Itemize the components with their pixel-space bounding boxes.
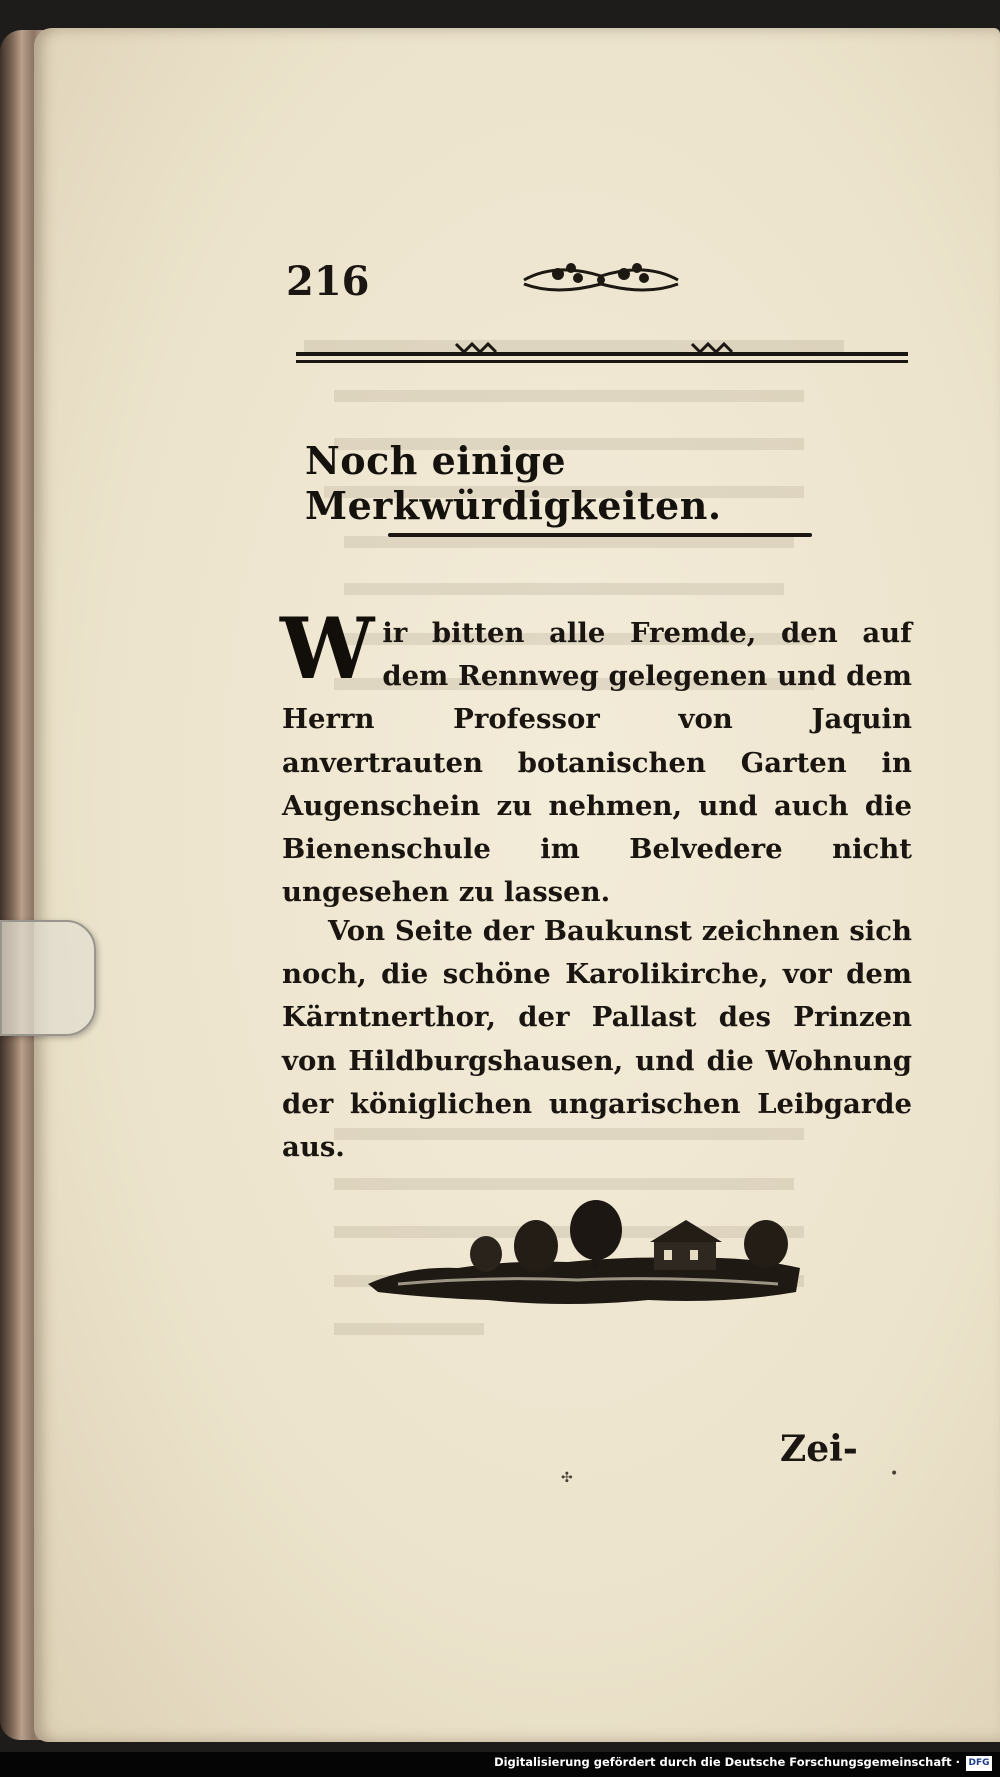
page-number: 216	[286, 258, 370, 305]
floral-ornament-icon	[516, 254, 686, 300]
section-heading: Noch einige Merkwürdigkeiten.	[305, 438, 722, 528]
ink-dot: •	[890, 1466, 899, 1482]
ornament-mark: ✣	[561, 1470, 573, 1486]
dfg-logo: DFG	[966, 1756, 992, 1771]
landscape-vignette	[368, 1196, 802, 1316]
paragraph-2: Von Seite der Baukunst zeichnen sich noch, die schöne Karolikirche, vor dem Kärntnerthor, der Pallast des Prinzen von Hildburgshausen, und die Wohnung der königlichen ungarischen Leibgarde aus.	[282, 915, 912, 1164]
ornamental-rule	[296, 338, 908, 374]
heading-underline	[388, 533, 812, 537]
paragraph-1	[280, 599, 912, 914]
page-tab	[0, 920, 96, 1036]
page-header	[248, 248, 918, 308]
catchword: Zei-	[780, 1428, 858, 1470]
footer-bar	[0, 1752, 1000, 1777]
funding-credit: Digitalisierung gefördert durch die Deutsche Forschungsgemeinschaft ·	[494, 1755, 960, 1769]
paragraph-1-text: ir bitten alle Fremde, den auf dem Rennweg gelegenen und dem Herrn Professor von Jaquin anvertrauten botanischen Garten in Augenschein zu nehmen, und auch die Bienenschule im Belvedere nicht ungesehen zu lassen.	[282, 617, 912, 909]
drop-capital: W	[280, 599, 375, 698]
